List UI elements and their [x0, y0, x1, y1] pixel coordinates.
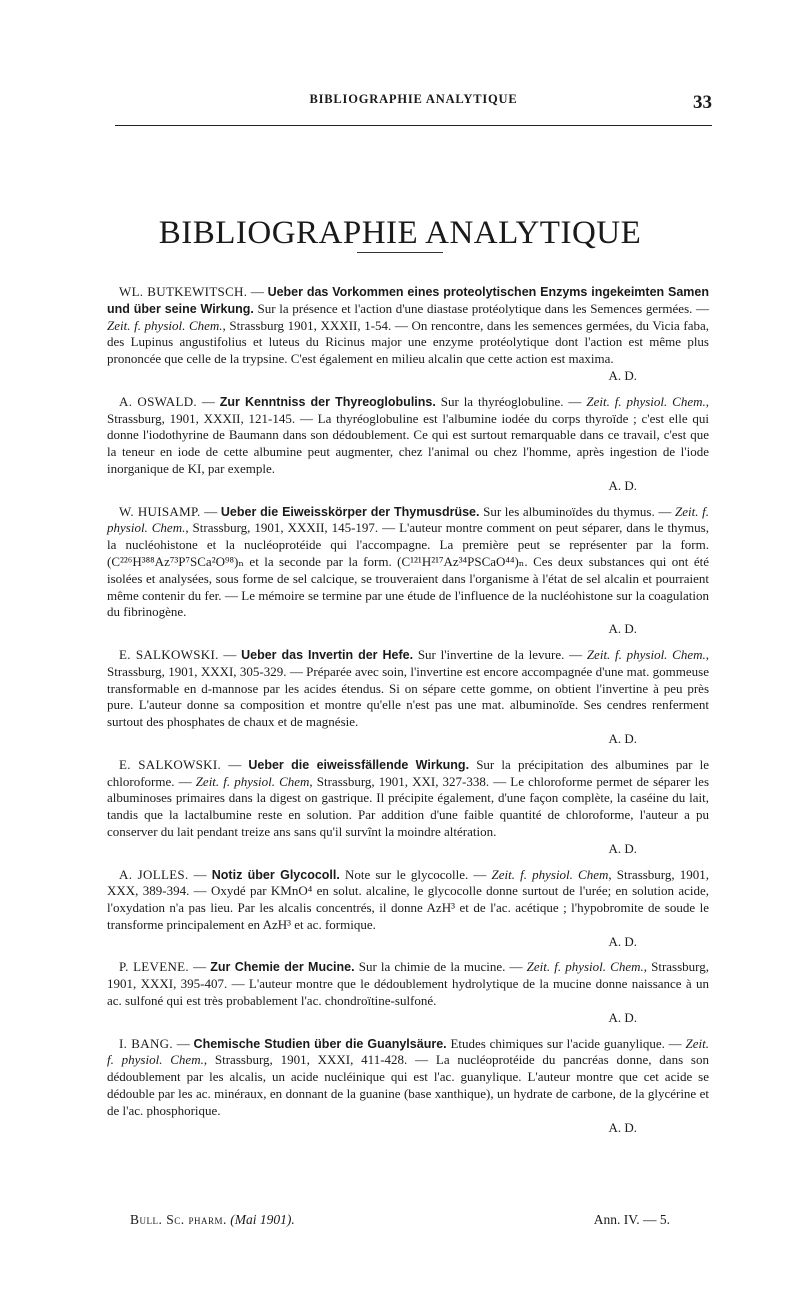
running-head	[115, 92, 712, 118]
entry-body: — Oxydé par KMnO⁴ en solut. alcaline, le glycocolle donne surtout de l'urée; en solution acide, l'oxydation n'a pas lieu. Par les alcalis concentrés, il donne AzH³ et de l'ac. acétique ; l'hypobromite de soude le transforme principalement en AzH³ et ac. formique.	[107, 883, 710, 932]
entry-german-title: Zur Kenntniss der Thyreoglobulins.	[219, 394, 436, 409]
entry-journal: Zeit. f. physiol. Chem	[491, 866, 609, 882]
entry-reference: , Strassburg, 1901, XXXI, 305-329.	[107, 646, 709, 679]
entry-summary-intro: Etudes chimiques sur l'acide guanylique. —	[450, 1035, 682, 1051]
entry-reference: , Strassburg, 1901, XXXII, 145-197.	[185, 520, 379, 536]
entry-author: WL. BUTKEWITSCH.	[119, 284, 248, 299]
entry-journal: Zeit. f. physiol. Chem.	[107, 503, 710, 536]
entry-author: E. SALKOWSKI.	[119, 646, 219, 662]
entry-summary-intro: Sur la précipitation des albumines par le chloroforme. —	[107, 756, 709, 789]
page-title: BIBLIOGRAPHIE ANALYTIQUE	[158, 215, 642, 252]
entry-signature: A. D.	[608, 1119, 637, 1135]
header-rule	[115, 125, 712, 126]
entry-author: A. OSWALD.	[119, 393, 197, 409]
footer-annals: Ann. IV. — 5.	[593, 1212, 670, 1227]
entry-body: — Préparée avec soin, l'invertine est encore accompagnée d'une mat. gommeuse transformable en d-mannose par les acides étendus. Si on sépare cette gomme, on obtient l'invertine à peu près pure. L'auteur donne sa composition et montre qu'elle n'est pas une mat. albuminoïde. Ses cendres renferment surtout des phosphates de chaux et de magnésie.	[107, 663, 710, 730]
bibliography-entry: I. BANG. — Chemische Studien über die Guanylsäure. Etudes chimiques sur l'acide guanylique. — Zeit. f. physiol. Chem., Strassburg, 1901, XXXI, 411-428. — La nucléoprotéide du pancréas donne, dans son dédoublement par les alcalis, un acide nucléinique qui est l'ac. guanylique. L'auteur montre que cet acide se dédouble par les ac. minéraux, en donnant de la guanine (base xanthique), un hydrate de carbone, de la glycérine et de l'ac. phosphorique. A. D.	[107, 1035, 709, 1135]
entry-german-title: Ueber das Vorkommen eines proteolytischen Enzyms ingekeimten Samen und über seine Wirkung.	[107, 285, 709, 316]
footer-journal: Bull. Sc. pharm.	[130, 1212, 227, 1227]
bibliography-entry: E. SALKOWSKI. — Ueber die eiweissfällende Wirkung. Sur la précipitation des albumines par le chloroforme. — Zeit. f. physiol. Chem, Strassburg, 1901, XXI, 327-338. — Le chloroforme permet de séparer les albuminoses primaires dans la digest on gastrique. Il précipite également, d'une façon complète, la caséine du lait, tandis que la lactalbumine reste en solution. Par addition d'une faible quantité de chloroforme, l'auteur a pu conserver du lait pendant treize ans sans qu'il survînt la moindre altération. A. D.	[107, 756, 710, 856]
entry-reference: , Strassburg 1901, XXXII, 1-54.	[222, 317, 392, 333]
title-rule	[357, 252, 443, 253]
entry-body: — On rencontre, dans les semences germées, du Vicia faba, des Lupinus angustifolius et luteus du Ricinus major une enzyme protéolytique dont l'action est même plus prononcée que celle de la trypsine. C'est également en milieu alcalin que cette action est maxima.	[107, 317, 709, 367]
entry-author: W. HUISAMP.	[119, 503, 201, 519]
entry-signature: A. D.	[608, 1009, 637, 1025]
entry-summary-intro: Sur la thyréoglobuline. —	[440, 393, 582, 409]
bibliography-entry: A. OSWALD. — Zur Kenntniss der Thyreoglobulins. Sur la thyréoglobuline. — Zeit. f. physiol. Chem., Strassburg, 1901, XXXII, 121-145. — La thyréoglobuline est l'albumine iodée du corps thyroïde ; c'est elle qui donne l'iodothyrine de Baumann dans son dédoublement. Ce qui est surtout remarquable dans ce travail, c'est que la teneur en iode de cette albumine peut augmenter, chez l'animal ou chez l'homme, après ingestion de l'iode inorganique de KI, par exemple. A. D.	[107, 393, 710, 493]
bibliography-entries	[107, 284, 709, 1145]
entry-reference: , Strassburg, 1901, XXX, 389-394.	[107, 866, 710, 899]
entry-signature: A. D.	[608, 840, 637, 856]
bibliography-entry: A. JOLLES. — Notiz über Glycocoll. Note sur le glycocolle. — Zeit. f. physiol. Chem, Strassburg, 1901, XXX, 389-394. — Oxydé par KMnO⁴ en solut. alcaline, le glycocolle donne surtout de l'urée; en solution acide, l'oxydation n'a pas lieu. Par les alcalis concentrés, il donne AzH³ et de l'ac. acétique ; l'hypobromite de soude le transforme principalement en AzH³ et ac. formique. A. D.	[107, 866, 710, 949]
entry-body: — La nucléoprotéide du pancréas donne, dans son dédoublement par les alcalis, un acide nucléinique qui est l'ac. guanylique. L'auteur montre que cet acide se dédouble par les ac. minéraux, en donnant de la guanine (base xanthique), un hydrate de carbone, de la glycérine et de l'ac. phosphorique.	[107, 1052, 709, 1118]
entry-author: A. JOLLES.	[119, 866, 189, 882]
entry-journal: Zeit. f. physiol. Chem.	[107, 317, 223, 333]
entry-reference: , Strassburg, 1901, XXXI, 411-428.	[203, 1052, 408, 1068]
entry-summary-intro: Sur les albuminoïdes du thymus. —	[483, 503, 672, 519]
bibliography-entry: WL. BUTKEWITSCH. — Ueber das Vorkommen eines proteolytischen Enzyms ingekeimten Samen und über seine Wirkung. Sur la présence et l'action d'une diastase protéolytique dans les Semences germées. — Zeit. f. physiol. Chem., Strassburg 1901, XXXII, 1-54. — On rencontre, dans les semences germées, du Vicia faba, des Lupinus angustifolius et luteus du Ricinus major une enzyme protéolytique dont l'action est même plus prononcée que celle de la trypsine. C'est également en milieu alcalin que cette action est maxima. A. D.	[107, 284, 710, 383]
entry-german-title: Ueber die eiweissfällende Wirkung.	[248, 757, 470, 772]
entry-journal: Zeit. f. physiol. Chem.	[586, 646, 706, 662]
entry-signature: A. D.	[608, 621, 637, 637]
entry-body: — Le chloroforme permet de séparer les albuminoses primaires dans la digest on gastrique. Il précipite également, d'une façon complète, la caséine du lait, tandis que la lactalbumine reste en solution. Par addition d'une faible quantité de chloroforme, l'auteur a pu conserver du lait pendant treize ans sans qu'il survînt la moindre altération.	[107, 773, 710, 839]
entry-signature: A. D.	[608, 477, 637, 493]
entry-signature: A. D.	[608, 933, 637, 949]
entry-german-title: Zur Chemie der Mucine.	[210, 960, 355, 975]
entry-body: — L'auteur montre comment on peut séparer, dans le thymus, la nucléohistone et la nucléoprotéide qui l'accompagne. La première peut se représenter par la form. (C²²⁶H³⁸⁸Az⁷³P⁷SCa²O⁹⁸)ₙ et la seconde par la form. (C¹²¹H²¹⁷Az³⁴PSCaO⁴⁴)ₙ. Ces deux substances qui ont été isolées et analysées, sous forme de sel calcique, se trouveraient dans l'organisme à l'état de sel alcalin et pourraient même contenir du fer. — Le mémoire se termine par une étude de l'influence de la nucléohistone sur la coagulation du fibrinogène.	[107, 520, 709, 620]
entry-german-title: Notiz über Glycocoll.	[211, 867, 340, 882]
entry-reference: , Strassburg, 1901, XXI, 327-338.	[309, 773, 490, 789]
entry-reference: , Strassburg, 1901, XXXII, 121-145.	[107, 393, 710, 426]
entry-summary-intro: Sur la chimie de la mucine. —	[358, 959, 523, 975]
entry-journal: Zeit. f. physiol. Chem.	[586, 393, 706, 409]
footer-issue: (Mai 1901).	[230, 1212, 295, 1227]
entry-author: E. SALKOWSKI.	[119, 756, 222, 772]
page-number: 33	[693, 92, 712, 113]
entry-body: — L'auteur montre que le dédoublement hydrolytique de la mucine donne naissance à un ac. sulfoné qui est très probablement l'ac. chondroïtine-sulfoné.	[107, 976, 710, 1009]
entry-author: I. BANG.	[119, 1035, 173, 1051]
page-footer	[130, 1212, 670, 1228]
entry-journal: Zeit. f. physiol. Chem	[195, 773, 310, 789]
entry-author: P. LEVENE.	[119, 959, 189, 975]
footer-citation	[130, 1212, 295, 1228]
entry-german-title: Ueber die Eiweisskörper der Thymusdrüse.	[220, 504, 480, 519]
entry-summary-intro: Note sur le glycocolle. —	[344, 866, 487, 882]
entry-reference: , Strassburg, 1901, XXXI, 395-407.	[107, 959, 710, 992]
entry-summary-intro: Sur la présence et l'action d'une diastase protéolytique dans les Semences germées. —	[257, 300, 710, 316]
entry-summary-intro: Sur l'invertine de la levure. —	[417, 646, 583, 662]
entry-german-title: Chemische Studien über die Guanylsäure.	[193, 1036, 447, 1051]
bibliography-entry: P. LEVENE. — Zur Chemie der Mucine. Sur la chimie de la mucine. — Zeit. f. physiol. Chem., Strassburg, 1901, XXXI, 395-407. — L'auteur montre que le dédoublement hydrolytique de la mucine donne naissance à un ac. sulfoné qui est très probablement l'ac. chondroïtine-sulfoné. A. D.	[107, 959, 710, 1025]
bibliography-entry: W. HUISAMP. — Ueber die Eiweisskörper der Thymusdrüse. Sur les albuminoïdes du thymus. — Zeit. f. physiol. Chem., Strassburg, 1901, XXXII, 145-197. — L'auteur montre comment on peut séparer, dans le thymus, la nucléohistone et la nucléoprotéide qui l'accompagne. La première peut se représenter par la form. (C²²⁶H³⁸⁸Az⁷³P⁷SCa²O⁹⁸)ₙ et la seconde par la form. (C¹²¹H²¹⁷Az³⁴PSCaO⁴⁴)ₙ. Ces deux substances qui ont été isolées et analysées, sous forme de sel calcique, se trouveraient dans l'organisme à l'état de sel alcalin et pourraient même contenir du fer. — Le mémoire se termine par une étude de l'influence de la nucléohistone sur la coagulation du fibrinogène. A. D.	[107, 503, 710, 637]
entry-german-title: Ueber das Invertin der Hefe.	[241, 647, 414, 662]
entry-signature: A. D.	[608, 367, 637, 383]
running-title: BIBLIOGRAPHIE ANALYTIQUE	[309, 92, 518, 106]
entry-journal: Zeit. f. physiol. Chem.	[107, 1035, 709, 1068]
entry-journal: Zeit. f. physiol. Chem.	[526, 959, 644, 975]
entry-body: — La thyréoglobuline est l'albumine iodée du corps thyroïde ; c'est elle qui donne l'iodothyrine de Baumann dans son dédoublement. Ce qui est surtout remarquable dans ce travail, c'est que la teneur en iode de cette albumine peut augmenter, chez l'animal ou chez l'homme, après ingestion de l'iode inorganique de KI, par exemple.	[107, 410, 709, 476]
bibliography-entry: E. SALKOWSKI. — Ueber das Invertin der Hefe. Sur l'invertine de la levure. — Zeit. f. physiol. Chem., Strassburg, 1901, XXXI, 305-329. — Préparée avec soin, l'invertine est encore accompagnée d'une mat. gommeuse transformable en d-mannose par les acides étendus. Si on sépare cette gomme, on obtient l'invertine à peu près pure. L'auteur donne sa composition et montre qu'elle n'est pas une mat. albuminoïde. Ses cendres renferment surtout des phosphates de chaux et de magnésie. A. D.	[107, 646, 710, 746]
entry-signature: A. D.	[608, 730, 637, 746]
